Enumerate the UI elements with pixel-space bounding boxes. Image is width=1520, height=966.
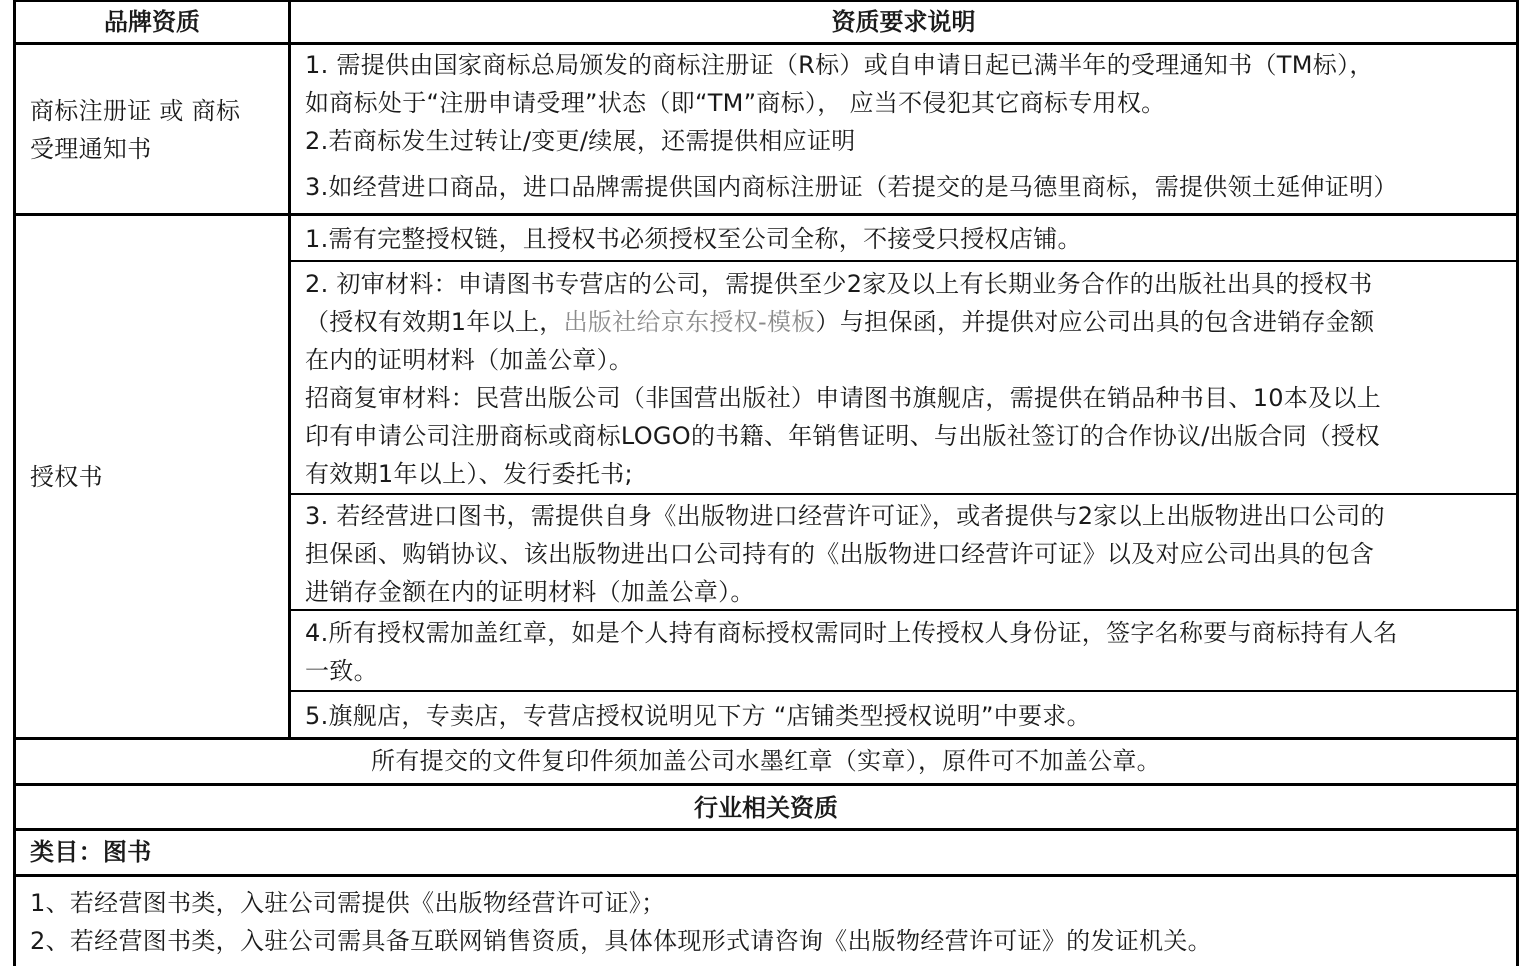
- text-line: 进销存金额在内的证明材料（加盖公章）。: [305, 578, 755, 606]
- text-line: 一致。: [305, 657, 378, 685]
- trademark-item-3: 3.如经营进口商品，进口品牌需提供国内商标注册证（若提交的是马德里商标，需提供领土延伸证明）: [305, 173, 1398, 201]
- text-line: 在内的证明材料（加盖公章）。: [305, 346, 634, 374]
- label-line: 商标注册证 或 商标: [30, 97, 241, 125]
- text-span: ）与担保函，并提供对应公司出具的包含进销存金额: [815, 308, 1375, 336]
- header-requirements: 资质要求说明: [831, 8, 976, 36]
- text-line: 3. 若经营进口图书，需提供自身《出版物进口经营许可证》，或者提供与2家以上出版物进出口公司的: [305, 502, 1385, 530]
- label-line: 受理通知书: [30, 135, 152, 163]
- row-divider: [13, 213, 1519, 216]
- authorization-item-4: [305, 614, 1398, 690]
- row-divider: [13, 874, 1519, 877]
- authorization-item-3: [305, 497, 1385, 611]
- header-divider: [13, 42, 1519, 45]
- industry-title: 行业相关资质: [694, 794, 838, 822]
- text-line: [305, 303, 1381, 341]
- text-line: 有效期1年以上）、发行委托书;: [305, 460, 633, 488]
- row-divider: [13, 737, 1519, 740]
- text-line: 4.所有授权需加盖红章，如是个人持有商标授权需同时上传授权人身份证，签字名称要与商标持有人名: [305, 619, 1398, 647]
- authorization-item-5: 5.旗舰店，专卖店，专营店授权说明见下方 “店铺类型授权说明”中要求。: [305, 702, 1091, 730]
- template-link[interactable]: 出版社给京东授权-模板: [563, 308, 816, 336]
- industry-line: 2、若经营图书类，入驻公司需具备互联网销售资质，具体体现形式请咨询《出版物经营许可证》的发证机关。: [30, 927, 1212, 955]
- text-line: 如商标处于“注册申请受理”状态（即“TM”商标）， 应当不侵犯其它商标专用权。: [305, 89, 1166, 117]
- stamp-note: 所有提交的文件复印件须加盖公司水墨红章（实章），原件可不加盖公章。: [371, 747, 1161, 775]
- trademark-label: [30, 92, 240, 168]
- text-line: 担保函、购销协议、该出版物进出口公司持有的《出版物进口经营许可证》以及对应公司出具的包含: [305, 540, 1375, 568]
- text-line: 招商复审材料：民营出版公司（非国营出版社）申请图书旗舰店，需提供在销品种书目、10本及以上: [305, 384, 1382, 412]
- sub-divider: [291, 260, 1519, 262]
- trademark-item-2: 2.若商标发生过转让/变更/续展，还需提供相应证明: [305, 127, 856, 155]
- industry-requirements: [30, 884, 1212, 960]
- text-line: 印有申请公司注册商标或商标LOGO的书籍、年销售证明、与出版社签订的合作协议/出版合同（授权: [305, 422, 1380, 450]
- authorization-item-1: 1.需有完整授权链，且授权书必须授权至公司全称，不接受只授权店铺。: [305, 225, 1082, 253]
- industry-line: 1、若经营图书类，入驻公司需提供《出版物经营许可证》；: [30, 889, 666, 917]
- text-line: 1. 需提供由国家商标总局颁发的商标注册证（R标）或自申请日起已满半年的受理通知书（TM标），: [305, 51, 1374, 79]
- text-span: （授权有效期1年以上，: [305, 308, 564, 336]
- category-label: 类目：图书: [30, 838, 152, 866]
- header-brand-qualification: 品牌资质: [104, 8, 200, 36]
- sub-divider: [291, 690, 1519, 692]
- text-line: 2. 初审材料：申请图书专营店的公司，需提供至少2家及以上有长期业务合作的出版社出具的授权书: [305, 270, 1373, 298]
- authorization-label: 授权书: [30, 463, 103, 491]
- column-divider: [288, 0, 291, 739]
- authorization-item-2: [305, 265, 1381, 493]
- table-border-right: [1516, 0, 1519, 966]
- sub-divider: [291, 493, 1519, 495]
- row-divider: [13, 828, 1519, 831]
- qualification-table: [13, 0, 1519, 966]
- trademark-item-1: [305, 46, 1374, 160]
